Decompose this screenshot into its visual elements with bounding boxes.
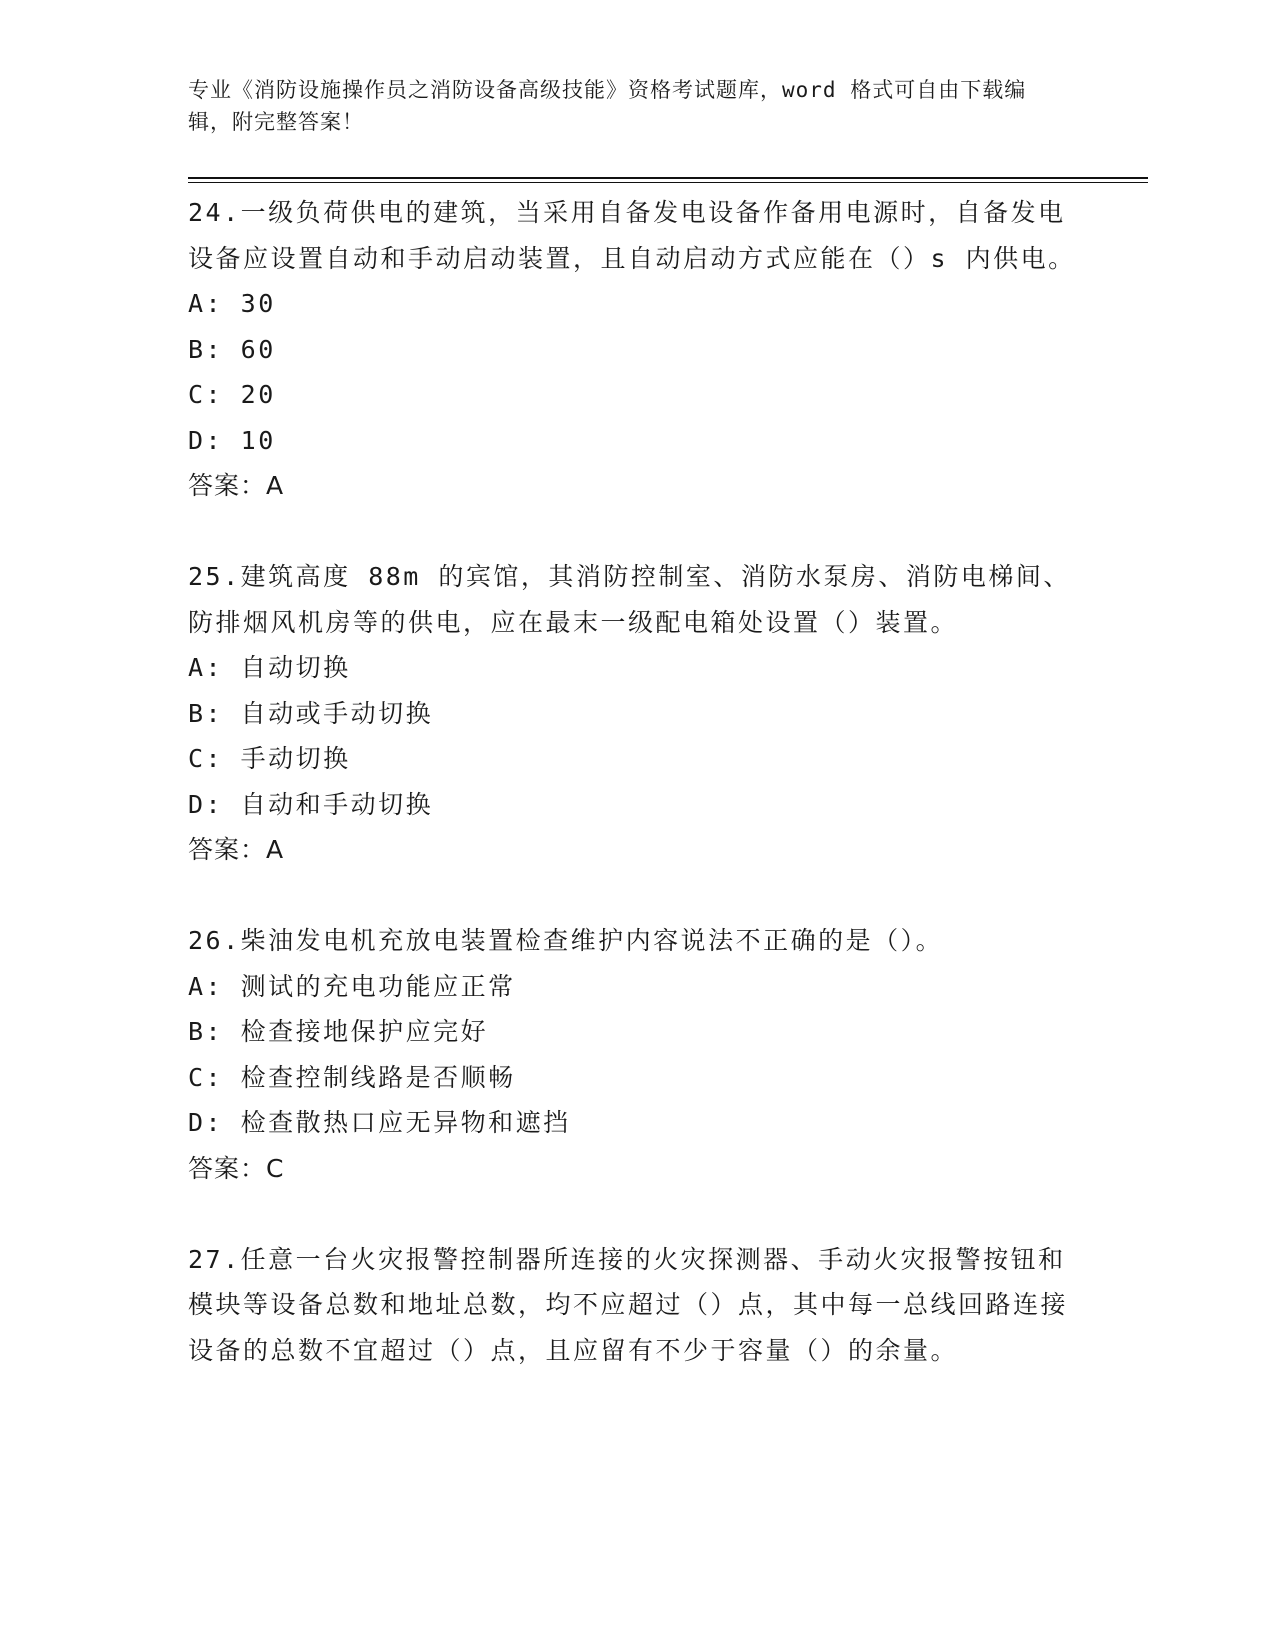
- question-stem: 26.柴油发电机充放电装置检查维护内容说法不正确的是（）。: [188, 926, 944, 955]
- question-26: [188, 918, 1088, 1191]
- option-b: B: 检查接地保护应完好: [188, 1017, 489, 1046]
- question-stem: 24.一级负荷供电的建筑，当采用自备发电设备作备用电源时，自备发电设备应设置自动和手动启动装置，且自动启动方式应能在（）s 内供电。: [188, 198, 1076, 273]
- option-d: D: 检查散热口应无异物和遮挡: [188, 1108, 571, 1137]
- question-stem: 25.建筑高度 88m 的宾馆，其消防控制室、消防水泵房、消防电梯间、防排烟风机房等的供电，应在最末一级配电箱处设置（）装置。: [188, 562, 1071, 637]
- answer: 答案：C: [188, 1153, 285, 1183]
- option-d: D: 10: [188, 425, 276, 455]
- question-25: [188, 554, 1088, 873]
- question-27: [188, 1237, 1088, 1374]
- question-list: [188, 190, 1088, 1419]
- document-header: 专业《消防设施操作员之消防设备高级技能》资格考试题库，word 格式可自由下载编辑，附完整答案！: [188, 78, 1027, 134]
- option-b: B: 60: [188, 334, 276, 364]
- option-a: A: 30: [188, 289, 276, 318]
- option-b: B: 自动或手动切换: [188, 698, 434, 728]
- answer: 答案：A: [188, 835, 285, 864]
- answer: 答案：A: [188, 471, 285, 500]
- question-stem: 27.任意一台火灾报警控制器所连接的火灾探测器、手动火灾报警按钮和模块等设备总数和地址总数，均不应超过（）点，其中每一总线回路连接设备的总数不宜超过（）点，且应留有不少于容量（）的余量。: [188, 1244, 1069, 1365]
- option-a: A: 自动切换: [188, 653, 351, 682]
- option-d: D: 自动和手动切换: [188, 789, 434, 819]
- header-divider-thick: [188, 177, 1148, 179]
- option-a: A: 测试的充电功能应正常: [188, 971, 516, 1001]
- option-c: C: 20: [188, 380, 276, 409]
- option-c: C: 检查控制线路是否顺畅: [188, 1062, 516, 1092]
- option-c: C: 手动切换: [188, 744, 351, 773]
- header-divider-thin: [188, 182, 1148, 183]
- question-24: [188, 190, 1088, 509]
